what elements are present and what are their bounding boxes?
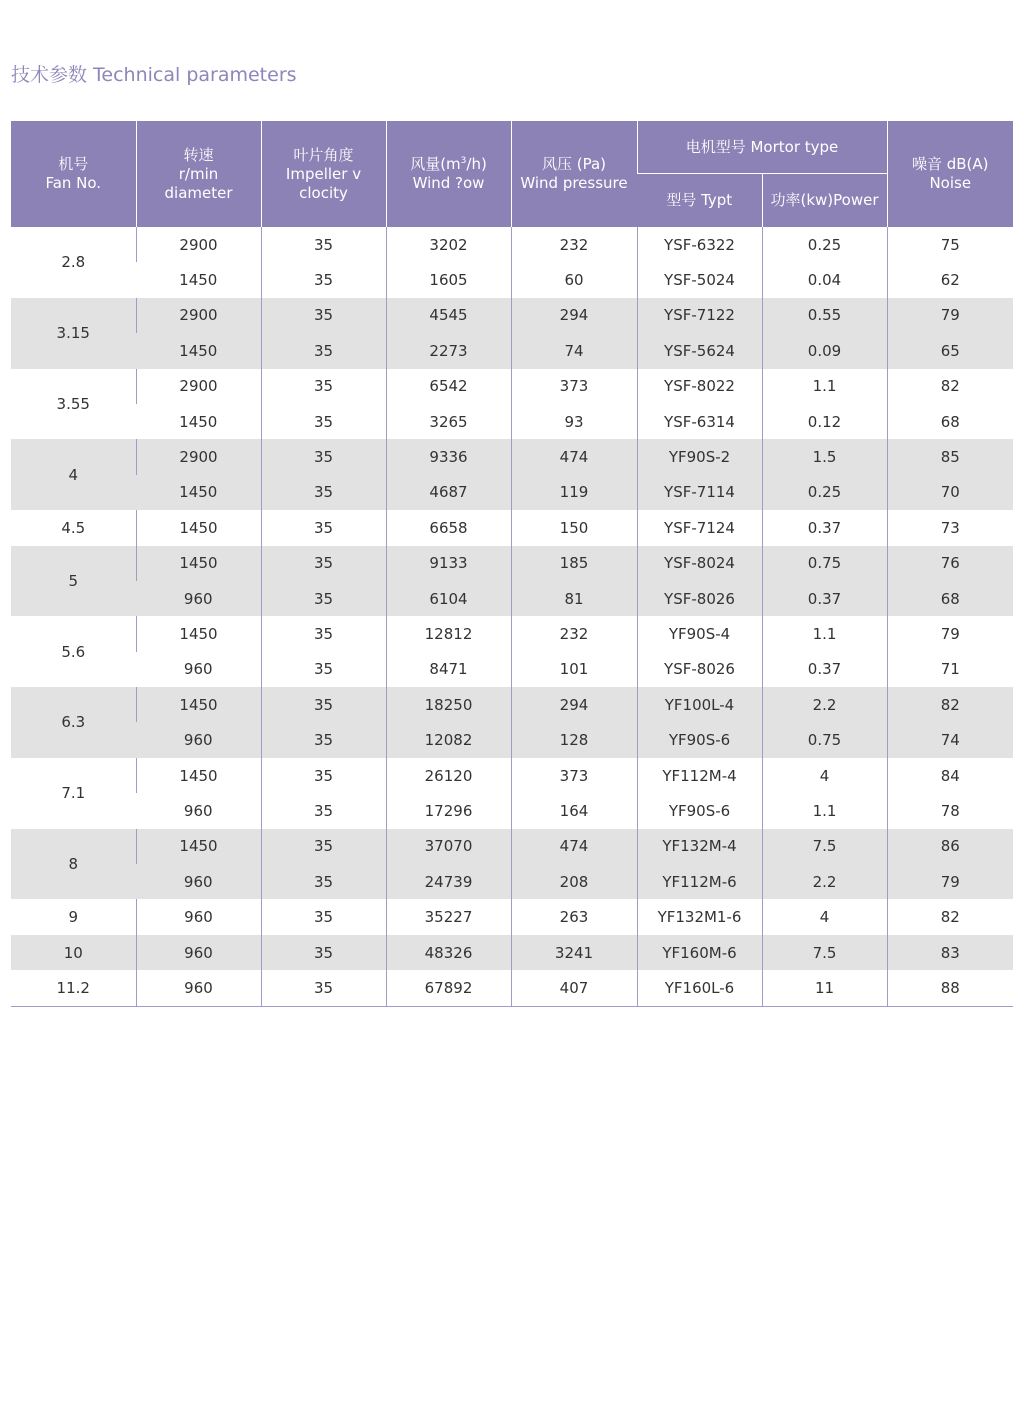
cell-motor: YF90S-4 — [637, 616, 762, 651]
cell-flow: 12812 — [386, 616, 511, 651]
cell-fan-no: 2.8 — [61, 253, 86, 272]
cell-flow: 6542 — [386, 369, 511, 404]
cell-angle: 35 — [261, 935, 386, 970]
cell-fan-no: 10 — [11, 935, 136, 970]
header-noise: 噪音 dB(A) Noise — [887, 121, 1013, 227]
cell-flow: 3265 — [386, 404, 511, 439]
header-fan-no: 机号 Fan No. — [11, 121, 136, 227]
cell-motor: YSF-5024 — [637, 262, 762, 297]
table-row — [11, 262, 1013, 297]
cell-pressure: 74 — [511, 333, 637, 368]
cell-noise: 76 — [887, 546, 1013, 581]
cell-flow: 37070 — [386, 829, 511, 864]
cell-noise: 73 — [887, 510, 1013, 545]
table-row — [11, 510, 1013, 545]
cell-speed: 1450 — [179, 412, 218, 431]
cell-angle: 35 — [261, 475, 386, 510]
cell-speed: 1450 — [136, 475, 261, 510]
cell-noise: 68 — [887, 581, 1013, 616]
cell-pressure: 60 — [511, 262, 637, 297]
cell-power: 1.1 — [762, 793, 887, 828]
cell-pressure: 185 — [511, 546, 637, 581]
cell-motor: YF90S-6 — [637, 793, 762, 828]
cell-flow: 67892 — [386, 970, 511, 1006]
cell-pressure: 208 — [511, 864, 637, 899]
cell-flow: 9336 — [386, 439, 511, 474]
cell-power: 7.5 — [762, 935, 887, 970]
cell-motor: YSF-5624 — [637, 333, 762, 368]
cell-noise: 65 — [887, 333, 1013, 368]
cell-fan-no: 5 — [11, 546, 136, 617]
cell-motor: YSF-8026 — [637, 652, 762, 687]
cell-power: 2.2 — [762, 864, 887, 899]
header-speed: 转速 r/min diameter — [136, 121, 261, 227]
page-title: 技术参数 Technical parameters — [11, 64, 297, 86]
cell-motor: YF90S-6 — [637, 722, 762, 757]
cell-fan-no: 3.15 — [11, 298, 136, 369]
cell-power: 0.09 — [762, 333, 887, 368]
cell-angle: 35 — [261, 510, 386, 545]
cell-power: 0.37 — [762, 510, 887, 545]
table-row — [11, 369, 1013, 404]
cell-angle: 35 — [261, 864, 386, 899]
header-motor-type: 电机型号 Mortor type — [637, 121, 887, 174]
cell-motor: YSF-7114 — [637, 475, 762, 510]
cell-speed: 1450 — [179, 271, 218, 290]
cell-noise: 75 — [887, 227, 1013, 262]
cell-angle: 35 — [261, 652, 386, 687]
cell-fan-no: 4.5 — [61, 518, 86, 537]
cell-power: 0.37 — [762, 652, 887, 687]
cell-flow: 35227 — [386, 899, 511, 934]
cell-flow: 1605 — [386, 262, 511, 297]
cell-motor: YSF-7124 — [637, 510, 762, 545]
cell-power: 0.25 — [762, 227, 887, 262]
cell-speed: 960 — [136, 970, 261, 1006]
cell-speed: 960 — [136, 864, 261, 899]
cell-noise: 74 — [887, 722, 1013, 757]
cell-motor: YF100L-4 — [637, 687, 762, 722]
table-row — [11, 935, 1013, 970]
cell-pressure: 263 — [511, 899, 637, 934]
cell-power: 0.37 — [762, 581, 887, 616]
table-row — [11, 970, 1013, 1006]
table-row — [11, 404, 1013, 439]
cell-speed: 2900 — [136, 227, 261, 262]
cell-speed: 960 — [183, 660, 213, 679]
cell-angle: 35 — [261, 616, 386, 651]
table-row — [11, 616, 1013, 651]
cell-power: 2.2 — [762, 687, 887, 722]
cell-angle: 35 — [261, 546, 386, 581]
cell-noise: 84 — [887, 758, 1013, 793]
cell-flow: 8471 — [386, 652, 511, 687]
table-row — [11, 899, 1013, 934]
cell-power: 0.04 — [762, 262, 887, 297]
cell-fan-no: 9 — [68, 908, 79, 927]
cell-speed: 960 — [136, 935, 261, 970]
cell-angle: 35 — [261, 899, 386, 934]
cell-speed: 960 — [136, 581, 261, 616]
cell-fan-no: 8 — [11, 829, 136, 900]
cell-pressure: 407 — [511, 970, 637, 1006]
cell-noise: 70 — [887, 475, 1013, 510]
cell-speed: 2900 — [136, 439, 261, 474]
cell-power: 4 — [762, 758, 887, 793]
cell-flow: 48326 — [386, 935, 511, 970]
cell-power: 0.55 — [762, 298, 887, 333]
cell-pressure: 128 — [511, 722, 637, 757]
cell-noise: 68 — [887, 404, 1013, 439]
cell-pressure: 81 — [511, 581, 637, 616]
cell-flow: 3202 — [386, 227, 511, 262]
table-row — [11, 793, 1013, 828]
table-row — [11, 439, 1013, 474]
cell-flow: 18250 — [386, 687, 511, 722]
cell-motor: YF132M1-6 — [637, 899, 762, 934]
cell-power: 11 — [762, 970, 887, 1006]
cell-speed: 1450 — [136, 616, 261, 651]
cell-flow: 6658 — [386, 510, 511, 545]
cell-fan-no: 4 — [11, 439, 136, 510]
cell-power: 7.5 — [762, 829, 887, 864]
cell-pressure: 232 — [511, 227, 637, 262]
cell-angle: 35 — [261, 227, 386, 262]
cell-motor: YF112M-4 — [637, 758, 762, 793]
cell-angle: 35 — [261, 369, 386, 404]
cell-angle: 35 — [261, 333, 386, 368]
cell-flow: 24739 — [386, 864, 511, 899]
cell-speed: 960 — [136, 899, 261, 934]
table-body — [11, 227, 1013, 1006]
cell-speed: 1450 — [136, 333, 261, 368]
cell-noise: 82 — [887, 899, 1013, 934]
cell-speed: 960 — [183, 801, 213, 820]
cell-pressure: 474 — [511, 439, 637, 474]
cell-power: 1.1 — [762, 369, 887, 404]
table-row — [11, 864, 1013, 899]
cell-pressure: 3241 — [511, 935, 637, 970]
cell-motor: YSF-6322 — [637, 227, 762, 262]
cell-angle: 35 — [261, 970, 386, 1006]
cell-angle: 35 — [261, 404, 386, 439]
cell-noise: 79 — [887, 298, 1013, 333]
cell-power: 0.75 — [762, 722, 887, 757]
header-wind-flow: 风量$(m^3/h)$ Wind ?ow — [386, 121, 511, 227]
cell-flow: 6104 — [386, 581, 511, 616]
cell-speed: 960 — [136, 722, 261, 757]
cell-fan-no: 3.55 — [56, 394, 90, 413]
table-row — [11, 581, 1013, 616]
cell-noise: 79 — [887, 616, 1013, 651]
header-wind-pressure: 风压 (Pa) Wind pressure — [511, 121, 637, 227]
cell-noise: 79 — [887, 864, 1013, 899]
cell-motor: YSF-8024 — [637, 546, 762, 581]
table-row — [11, 546, 1013, 581]
cell-pressure: 373 — [511, 758, 637, 793]
cell-angle: 35 — [261, 793, 386, 828]
cell-fan-no: 6.3 — [11, 687, 136, 758]
technical-parameters-table — [11, 121, 1013, 1007]
cell-pressure: 232 — [511, 616, 637, 651]
cell-flow: 17296 — [386, 793, 511, 828]
cell-noise: 83 — [887, 935, 1013, 970]
table-row — [11, 475, 1013, 510]
cell-power: 0.25 — [762, 475, 887, 510]
cell-power: 1.1 — [762, 616, 887, 651]
table-row — [11, 333, 1013, 368]
cell-motor: YF160M-6 — [637, 935, 762, 970]
cell-motor: YF132M-4 — [637, 829, 762, 864]
cell-noise: 88 — [887, 970, 1013, 1006]
cell-angle: 35 — [261, 298, 386, 333]
cell-speed: 2900 — [136, 369, 261, 404]
cell-power: 4 — [762, 899, 887, 934]
table-row — [11, 298, 1013, 333]
cell-angle: 35 — [261, 829, 386, 864]
cell-noise: 78 — [887, 793, 1013, 828]
cell-speed: 1450 — [136, 510, 261, 545]
cell-pressure: 150 — [511, 510, 637, 545]
cell-pressure: 294 — [511, 298, 637, 333]
cell-motor: YSF-8022 — [637, 369, 762, 404]
cell-speed: 2900 — [136, 298, 261, 333]
cell-pressure: 164 — [511, 793, 637, 828]
cell-angle: 35 — [261, 758, 386, 793]
cell-flow: 9133 — [386, 546, 511, 581]
cell-fan-no: 5.6 — [61, 642, 86, 661]
cell-fan-no: 7.1 — [61, 784, 86, 803]
cell-flow: 4687 — [386, 475, 511, 510]
cell-pressure: 474 — [511, 829, 637, 864]
cell-pressure: 294 — [511, 687, 637, 722]
cell-fan-no: 11.2 — [11, 970, 136, 1006]
header-motor-model: 型号 Typt — [637, 174, 762, 228]
table-row — [11, 722, 1013, 757]
cell-angle: 35 — [261, 439, 386, 474]
cell-noise: 85 — [887, 439, 1013, 474]
cell-power: 1.5 — [762, 439, 887, 474]
cell-motor: YF160L-6 — [637, 970, 762, 1006]
table-row — [11, 687, 1013, 722]
table-row — [11, 829, 1013, 864]
cell-power: 0.75 — [762, 546, 887, 581]
cell-motor: YSF-7122 — [637, 298, 762, 333]
cell-noise: 71 — [887, 652, 1013, 687]
header-impeller-angle: 叶片角度 Impeller v clocity — [261, 121, 386, 227]
cell-pressure: 119 — [511, 475, 637, 510]
cell-noise: 86 — [887, 829, 1013, 864]
cell-noise: 82 — [887, 687, 1013, 722]
cell-angle: 35 — [261, 722, 386, 757]
cell-angle: 35 — [261, 687, 386, 722]
cell-angle: 35 — [261, 581, 386, 616]
cell-speed: 1450 — [136, 758, 261, 793]
cell-speed: 1450 — [136, 829, 261, 864]
cell-speed: 1450 — [136, 546, 261, 581]
cell-motor: YF112M-6 — [637, 864, 762, 899]
cell-flow: 4545 — [386, 298, 511, 333]
table-header — [11, 121, 1013, 227]
cell-speed: 1450 — [136, 687, 261, 722]
cell-flow: 12082 — [386, 722, 511, 757]
cell-pressure: 373 — [511, 369, 637, 404]
cell-flow: 26120 — [386, 758, 511, 793]
cell-pressure: 93 — [511, 404, 637, 439]
cell-motor: YF90S-2 — [637, 439, 762, 474]
cell-power: 0.12 — [762, 404, 887, 439]
header-motor-power: 功率(kw)Power — [762, 174, 887, 228]
cell-noise: 82 — [887, 369, 1013, 404]
cell-noise: 62 — [887, 262, 1013, 297]
cell-angle: 35 — [261, 262, 386, 297]
cell-flow: 2273 — [386, 333, 511, 368]
cell-motor: YSF-6314 — [637, 404, 762, 439]
cell-pressure: 101 — [511, 652, 637, 687]
table-row — [11, 758, 1013, 793]
table-row — [11, 652, 1013, 687]
table-row — [11, 227, 1013, 262]
cell-motor: YSF-8026 — [637, 581, 762, 616]
